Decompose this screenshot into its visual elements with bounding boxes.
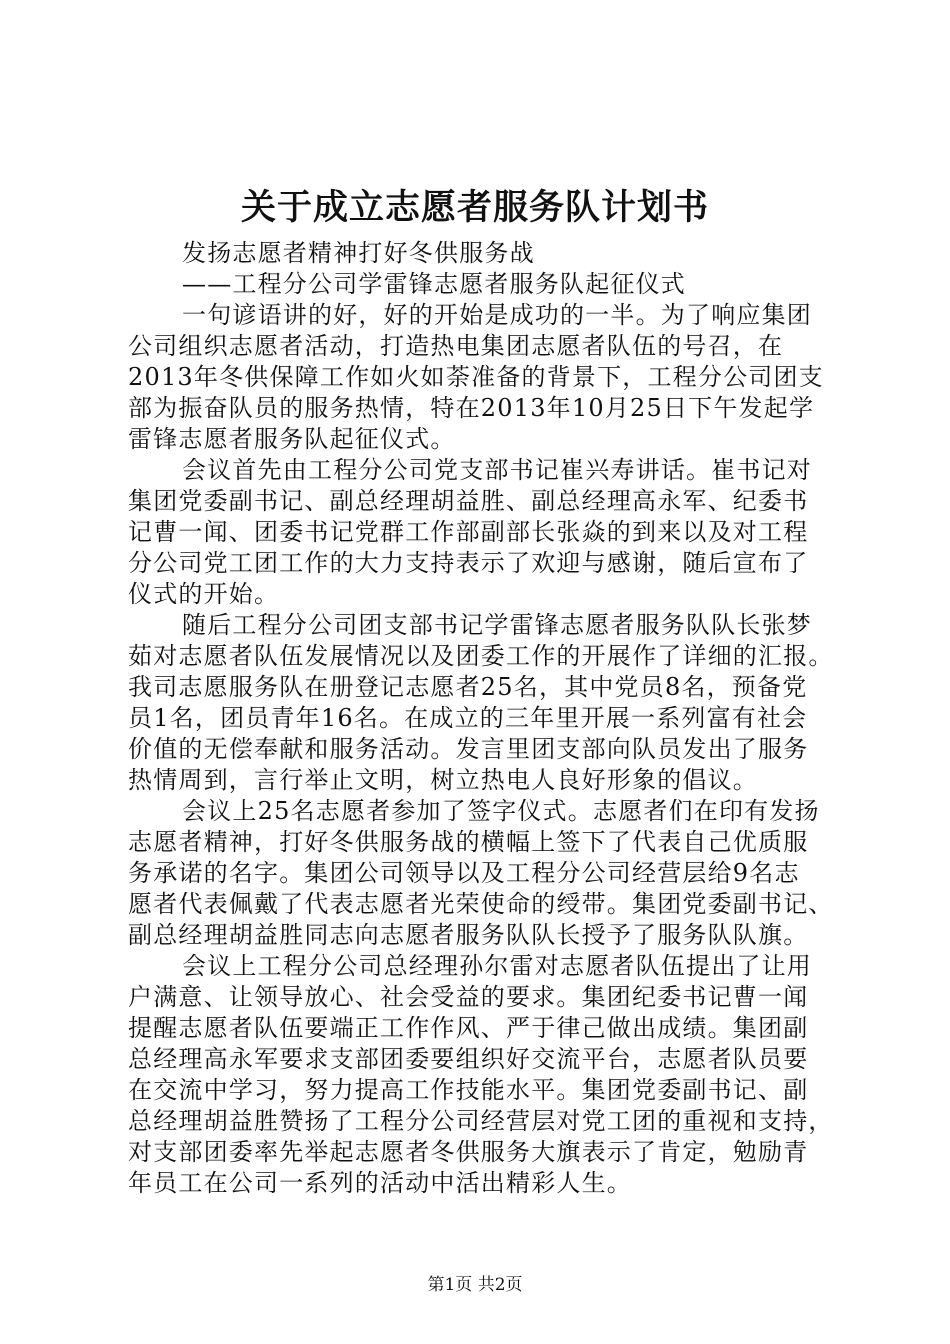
- text-line: 对支部团委率先举起志愿者冬供服务大旗表示了肯定，勉励青: [128, 1138, 809, 1166]
- text-line: 愿者代表佩戴了代表志愿者光荣使命的绶带。集团党委副书记、: [128, 890, 834, 918]
- text-line: 务承诺的名字。集团公司领导以及工程分公司经营层给9名志: [128, 859, 800, 887]
- text-line: 提醒志愿者队伍要端正工作作风、严于律己做出成绩。集团副: [128, 1014, 809, 1042]
- text-line: 总经理胡益胜赞扬了工程分公司经营层对党工团的重视和支持，: [128, 1107, 834, 1135]
- text-line: 总经理高永军要求支部团委要组织好交流平台，志愿者队员要: [128, 1045, 809, 1073]
- text-line: 副总经理胡益胜同志向志愿者服务队队长授予了服务队队旗。: [128, 921, 809, 949]
- text-line: 年员工在公司一系列的活动中活出精彩人生。: [128, 1169, 632, 1197]
- text-line: 公司组织志愿者活动，打造热电集团志愿者队伍的号召，在: [128, 332, 784, 360]
- document-title: 关于成立志愿者服务队计划书: [240, 187, 709, 228]
- text-line: 价值的无偿奉献和服务活动。发言里团支部向队员发出了服务: [128, 735, 809, 763]
- text-line: 2013年冬供保障工作如火如荼准备的背景下，工程分公司团支: [128, 363, 824, 391]
- page-footer: 第1页 共2页: [427, 1275, 523, 1295]
- text-line: 会议首先由工程分公司党支部书记崔兴寿讲话。崔书记对: [182, 456, 812, 484]
- text-line: 我司志愿服务队在册登记志愿者25名，其中党员8名，预备党: [128, 673, 808, 701]
- text-line: 部为振奋队员的服务热情，特在2013年10月25日下午发起学: [128, 394, 815, 422]
- text-line: 茹对志愿者队伍发展情况以及团委工作的开展作了详细的汇报。: [128, 642, 834, 670]
- text-line: 集团党委副书记、副总经理胡益胜、副总经理高永军、纪委书: [128, 487, 809, 515]
- text-line: 仪式的开始。: [128, 580, 280, 608]
- text-line: 热情周到，言行举止文明，树立热电人良好形象的倡议。: [128, 766, 758, 794]
- text-line: 分公司党工团工作的大力支持表示了欢迎与感谢，随后宣布了: [128, 549, 809, 577]
- document-body: [128, 238, 834, 1199]
- text-line: 员1名，团员青年16名。在成立的三年里开展一系列富有社会: [128, 704, 808, 732]
- text-line: 一句谚语讲的好，好的开始是成功的一半。为了响应集团: [182, 301, 812, 329]
- text-line: 记曹一闻、团委书记党群工作部副部长张焱的到来以及对工程: [128, 518, 809, 546]
- text-line: 志愿者精神，打好冬供服务战的横幅上签下了代表自己优质服: [128, 828, 809, 856]
- text-line: 会议上工程分公司总经理孙尔雷对志愿者队伍提出了让用: [182, 952, 812, 980]
- text-line: 在交流中学习，努力提高工作技能水平。集团党委副书记、副: [128, 1076, 809, 1104]
- text-line: 会议上25名志愿者参加了签字仪式。志愿者们在印有发扬: [182, 797, 820, 825]
- text-line: 随后工程分公司团支部书记学雷锋志愿者服务队队长张梦: [182, 611, 812, 639]
- text-line: 发扬志愿者精神打好冬供服务战: [182, 239, 535, 267]
- text-line: 雷锋志愿者服务队起征仪式。: [128, 425, 456, 453]
- text-line: 户满意、让领导放心、社会受益的要求。集团纪委书记曹一闻: [128, 983, 809, 1011]
- text-line: ——工程分公司学雷锋志愿者服务队起征仪式: [182, 270, 686, 298]
